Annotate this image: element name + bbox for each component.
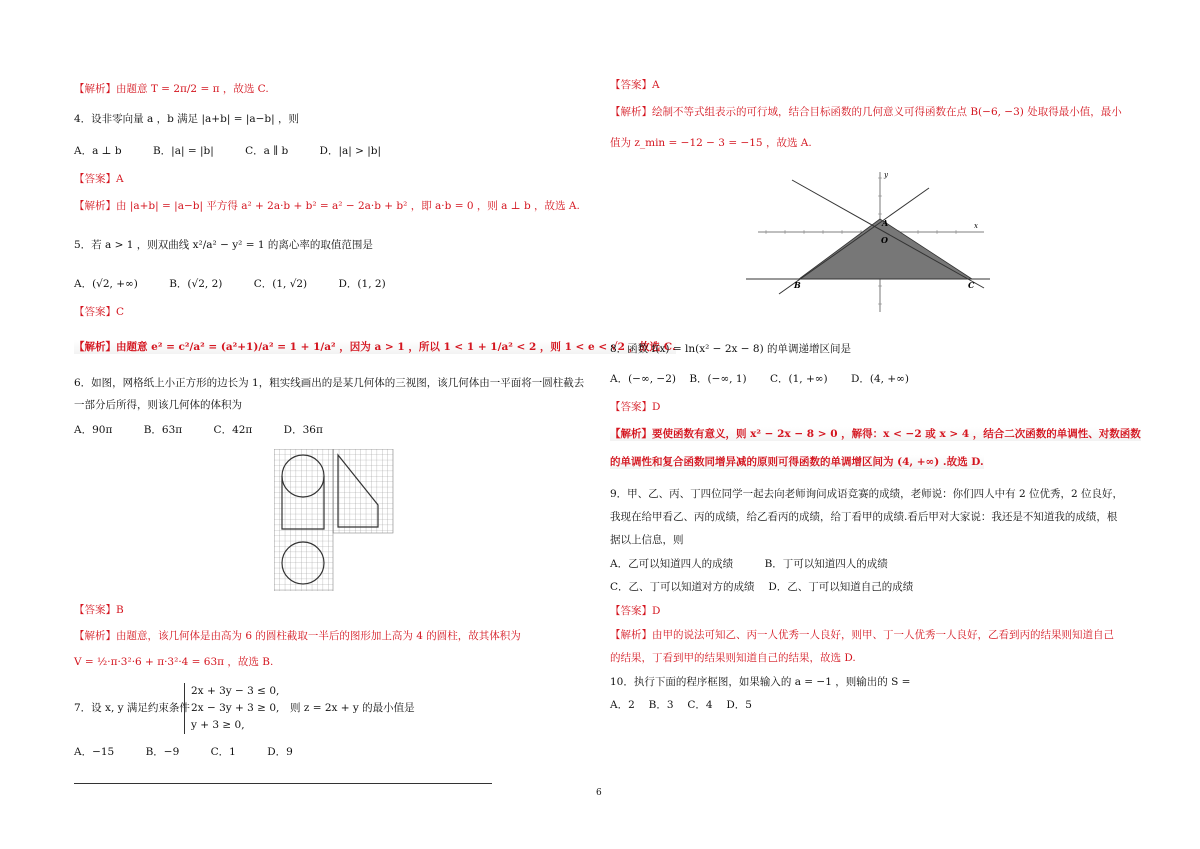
q8-explanation-line2: 的单调性和复合函数同增异减的原则可得函数的单调增区间为 (4, +∞) .故选 D. [610,456,984,468]
q7-explanation-line1: 【解析】绘制不等式组表示的可行域，结合目标函数的几何意义可得函数在点 B(−6, −3) 处取得最小值，最小 [610,106,1122,118]
q5-explanation: 【解析】由题意 e² = c²/a² = (a²+1)/a² = 1 + 1/a² ，因为 a > 1 ，所以 1 < 1 + 1/a² < 2 ，则 1 < e < √2 ，故选 C. [74,341,676,353]
q9-options-row2: C．乙、丁可以知道对方的成绩 D．乙、丁可以知道自己的成绩 [610,581,914,593]
q6-option-c: C．42π [213,424,253,436]
q7-option-b: B．−9 [145,746,180,758]
x-axis-label: x [974,222,978,230]
q4-options [74,144,409,158]
q7-option-c: C．1 [210,746,236,758]
q9-stem-line2: 我现在给甲看乙、丙的成绩，给乙看丙的成绩，给丁看甲的成绩.看后甲对大家说：我还是不知道我的成绩，根 [610,511,1118,523]
q6-options [74,423,351,437]
page-number: 6 [596,788,602,798]
q6-explanation-line1: 【解析】由题意，该几何体是由高为 6 的圆柱截取一半后的图形加上高为 4 的圆柱，故其体积为 [74,630,521,642]
q9-explanation-line1: 【解析】由甲的说法可知乙、丙一人优秀一人良好，则甲、丁一人优秀一人良好，乙看到丙的结果则知道自己 [610,629,1114,641]
q4-option-c: C．a ∥ b [245,145,289,157]
q5-option-a: A．(√2, +∞) [74,278,138,290]
y-axis-label: y [884,171,888,179]
q4-option-b: B．|a| = |b| [152,145,214,157]
q5-answer: 【答案】C [74,306,125,318]
q10-options: A．2 B．3 C．4 D．5 [610,699,752,711]
q5-options [74,277,414,291]
q7-explanation-line2: 值为 z_min = −12 − 3 = −15 ，故选 A. [610,137,812,149]
q4-answer: 【答案】A [74,173,124,185]
point-c-label: C [968,280,975,290]
q7-stem-suffix: 则 z = 2x + y 的最小值是 [290,702,415,714]
q8-options [610,372,937,386]
point-a-label: A [882,218,889,228]
q8-stem: 8．函数 f(x) = ln(x² − 2x − 8) 的单调递增区间是 [610,343,852,355]
q5-option-d: D．(1, 2) [338,278,386,290]
q9-stem-line1: 9．甲、乙、丙、丁四位同学一起去向老师询问成语竞赛的成绩，老师说：你们四人中有 2 位优秀，2 位良好， [610,488,1124,500]
q6-option-b: B．63π [143,424,183,436]
q9-answer: 【答案】D [610,605,661,617]
q8-explanation-line1: 【解析】要使函数有意义，则 x² − 2x − 8 > 0 ，解得：x < −2 或 x > 4 ，结合二次函数的单调性、对数函数 [610,428,1141,440]
q7-stem-prefix: 7．设 x, y 满足约束条件 [74,702,190,714]
q7-constraint-3: y + 3 ≥ 0, [191,719,245,731]
q4-option-a: A．a ⊥ b [74,145,122,157]
three-view-figure [274,449,406,591]
q5-option-b: B．(√2, 2) [169,278,223,290]
q6-stem-line2: 一部分后所得，则该几何体的体积为 [74,399,242,411]
q7-options [74,745,321,759]
q8-option-c: C．(1, +∞) [769,373,828,385]
point-b-label: B [794,280,801,290]
origin-label: O [881,235,888,245]
q8-option-b: B．(−∞, 1) [689,373,747,385]
q6-explanation-line2: V = ½·π·3²·6 + π·3²·4 = 63π ，故选 B. [74,656,274,668]
q5-stem: 5．若 a > 1 ，则双曲线 x²/a² − y² = 1 的离心率的取值范围是 [74,239,373,251]
q7-option-d: D．9 [267,746,293,758]
q6-stem-line1: 6．如图，网格纸上小正方形的边长为 1，粗实线画出的是某几何体的三视图，该几何体由一平面将一圆柱截去 [74,377,585,389]
q5-option-c: C．(1, √2) [253,278,308,290]
q7-constraint-2: 2x − 3y + 3 ≥ 0, [191,702,280,714]
q8-option-d: D．(4, +∞) [850,373,909,385]
q6-option-a: A．90π [74,424,113,436]
q9-explanation-line2: 的结果，丁看到甲的结果则知道自己的结果，故选 D. [610,652,856,664]
footer-separator [74,783,492,784]
q7-option-a: A．−15 [74,746,115,758]
q4-stem: 4．设非零向量 a ，b 满足 |a+b| = |a−b| ，则 [74,113,300,125]
q8-answer: 【答案】D [610,401,661,413]
q10-stem: 10．执行下面的程序框图，如果输入的 a = −1 ，则输出的 S = [610,676,911,688]
q9-options-row1: A．乙可以知道四人的成绩 B．丁可以知道四人的成绩 [610,558,888,570]
q6-option-d: D．36π [283,424,323,436]
feasible-region-graph [744,170,992,315]
q7-constraints [184,683,279,734]
q4-explanation: 【解析】由 |a+b| = |a−b| 平方得 a² + 2a·b + b² = a² − 2a·b + b² ，即 a·b = 0 ，则 a ⊥ b ，故选 A. [74,200,580,212]
q3-explanation: 【解析】由题意 T = 2π/2 = π ，故选 C. [74,83,269,95]
q9-stem-line3: 据以上信息，则 [610,534,684,546]
feasible-region [799,219,972,279]
q7-constraint-1: 2x + 3y − 3 ≤ 0, [191,685,280,697]
q7-answer: 【答案】A [610,79,660,91]
q8-option-a: A．(−∞, −2) [610,373,676,385]
q6-answer: 【答案】B [74,604,124,616]
q4-option-d: D．|a| > |b| [319,145,382,157]
